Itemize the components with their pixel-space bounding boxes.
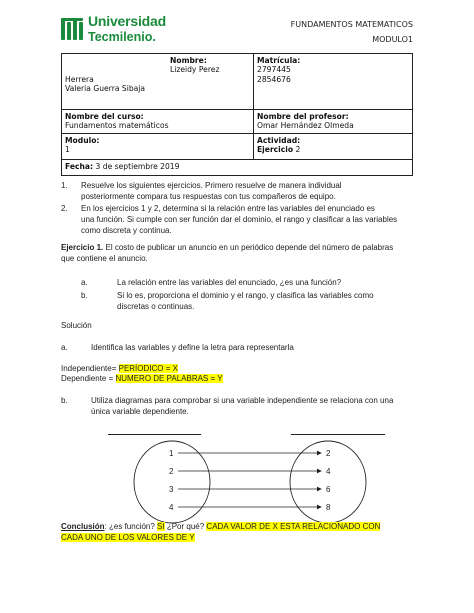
nombre-value-1: Lizeidy Perez [170, 65, 220, 75]
student-info-table [61, 53, 413, 176]
conclusion-line-2 [61, 533, 195, 544]
exercise-statement-line-2: que contiene el anuncio. [61, 254, 148, 263]
exercise-title: Ejercicio 1. [61, 243, 104, 252]
actividad-num: 2 [295, 145, 301, 155]
dependent-line [61, 374, 223, 385]
domain-value: 4 [169, 503, 174, 512]
independent-label: Independiente= [61, 364, 119, 373]
matricula-value-1: 2797445 [257, 65, 291, 75]
conclusion-line-1 [61, 522, 380, 533]
question-a-text: La relación entre las variables del enunciado, ¿es una función? [117, 278, 342, 287]
exercise-statement-line-1 [61, 243, 393, 254]
diagram-arrows [178, 453, 321, 507]
range-value: 8 [326, 503, 331, 512]
domain-value: 1 [169, 449, 174, 458]
blank-line-left [108, 434, 201, 435]
nombre-cell [62, 54, 254, 110]
actividad-label: Actividad: [257, 136, 301, 145]
instruction-2-num: 2. [61, 204, 68, 213]
instruction-1-line-1: Resuelve los siguientes ejercicios. Primero resuelve de manera individual [81, 181, 342, 190]
nombre-label: Nombre: [170, 56, 207, 65]
conclusion-answer-line-2: CADA UNO DE LOS VALORES DE Y [61, 533, 195, 542]
actividad-ejercicio: Ejercicio [257, 145, 294, 155]
conclusion-answer-line-1: CADA VALOR DE X ESTA RELACIONADO CON [206, 522, 381, 531]
solution-heading: Solución [61, 321, 92, 330]
fecha-cell [62, 160, 413, 176]
modulo-cell [62, 134, 254, 160]
range-value: 2 [326, 449, 331, 458]
modulo-value: 1 [65, 145, 70, 155]
course-title: FUNDAMENTOS MATEMATICOS [290, 20, 413, 29]
modulo-label: Modulo: [65, 136, 100, 145]
actividad-cell [254, 134, 413, 160]
question-a-letter: a. [81, 278, 88, 287]
range-value: 6 [326, 485, 331, 494]
solution-b-line-2: única variable dependiente. [91, 407, 189, 416]
nombre-value-3: Valeria Guerra Sibaja [65, 84, 146, 94]
curso-cell [62, 110, 254, 134]
independent-value: PERÍODICO = X [118, 364, 178, 373]
question-b-line-1: Si lo es, proporciona el dominio y el rango, y clasifica las variables como [117, 291, 374, 300]
dependent-label: Dependiente = [61, 374, 116, 383]
matricula-value-2: 2854676 [257, 74, 291, 84]
instruction-2-line-2: una función. Si cumple con ser función dar el dominio, el rango y clasificar a las variables [81, 215, 398, 224]
instruction-2-line-1: En los ejercicios 1 y 2, determina si la relación entre las variables del enunciado es [81, 204, 375, 213]
conclusion-question: : ¿es función? [104, 522, 158, 531]
question-b-letter: b. [81, 291, 88, 300]
question-b-line-2: discretas o continuas. [117, 302, 195, 311]
matricula-label: Matrícula: [257, 56, 301, 65]
fecha-label: Fecha: [65, 162, 94, 171]
solution-a-text: Identifica las variables y define la letra para representarla [91, 343, 294, 352]
blank-line-right [291, 434, 385, 435]
profesor-cell [254, 110, 413, 134]
mapping-diagram [120, 438, 370, 524]
nombre-value-2: Herrera [65, 74, 94, 84]
domain-value: 3 [169, 485, 174, 494]
university-logo-icon [58, 14, 88, 44]
dependent-value: NUMERO DE PALABRAS = Y [115, 374, 223, 383]
solution-a-letter: a. [61, 343, 68, 352]
conclusion-label: Conclusión [61, 522, 105, 531]
curso-label: Nombre del curso: [65, 112, 144, 121]
curso-value: Fundamentos matemáticos [65, 121, 169, 131]
instruction-1-num: 1. [61, 181, 68, 190]
instruction-2-line-3: como discreta y continua. [81, 226, 172, 235]
conclusion-why: ¿Por qué? [164, 522, 207, 531]
profesor-value: Omar Hernández Olmeda [257, 121, 354, 131]
solution-b-letter: b. [61, 396, 68, 405]
solution-b-line-1: Utiliza diagramas para comprobar si una variable independiente se relaciona con una [91, 396, 394, 405]
profesor-label: Nombre del profesor: [257, 112, 349, 121]
module-label: MODULO1 [372, 35, 413, 44]
matricula-cell [254, 54, 413, 110]
conclusion-answer-si: SI [157, 522, 165, 531]
domain-value: 2 [169, 467, 174, 476]
exercise-text-1: El costo de publicar un anuncio en un periódico depende del número de palabras [105, 243, 394, 252]
range-value: 4 [326, 467, 331, 476]
fecha-value: 3 de septiembre 2019 [95, 162, 180, 171]
logo-text-universidad: Universidad [88, 13, 166, 29]
university-logo [58, 12, 170, 46]
instruction-1-line-2: posteriormente compara tus respuestas con tus compañeros de equipo. [81, 192, 336, 201]
logo-text-tecmilenio: Tecmilenio. [88, 30, 156, 44]
